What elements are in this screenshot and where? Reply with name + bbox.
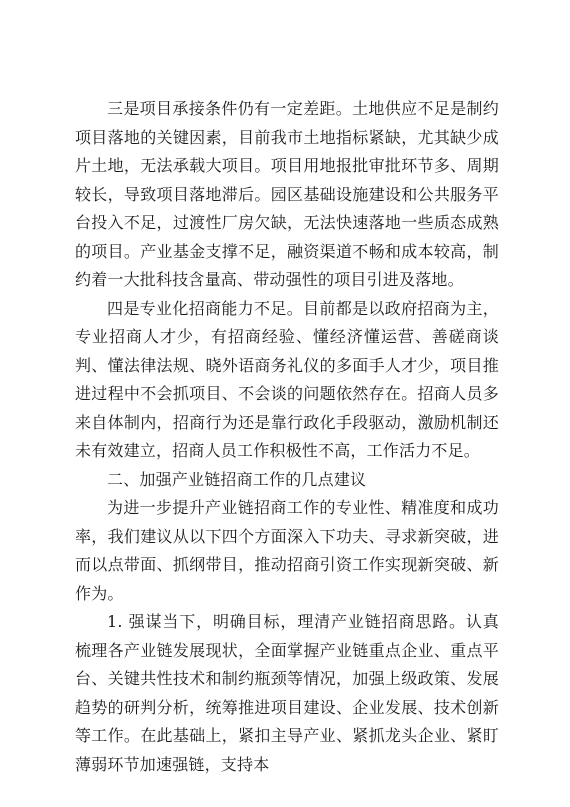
paragraph-investment-capability: 四是专业化招商能力不足。目前都是以政府招商为主，专业招商人才少，有招商经验、懂经济懂运营、善磋商谈判、懂法律法规、晓外语商务礼仪的多面手人才少，项目推进过程中不会抓项目、不会谈的问题依然存在。招商人员多来自体制内，招商行为还是靠行政化手段驱动，激励机制还未有效建立，招商人员工作积极性不高，工作活力不足。 <box>75 298 499 460</box>
document-body <box>75 95 499 779</box>
paragraph-project-conditions: 三是项目承接条件仍有一定差距。土地供应不足是制约项目落地的关键因素，目前我市土地指标紧缺，尤其缺少成片土地，无法承载大项目。项目用地报批审批环节多、周期较长，导致项目落地滞后。园区基础设施建设和公共服务平台投入不足，过渡性厂房欠缺，无法快速落地一些质态成熟的项目。产业基金支撑不足，融资渠道不畅和成本较高，制约着一大批科技含量高、带动强性的项目引进及落地。 <box>75 99 499 289</box>
paragraph-suggestions-intro: 为进一步提升产业链招商工作的专业性、精准度和成功率，我们建议从以下四个方面深入下功夫、寻求新突破，进而以点带面、抓纲带目，推动招商引资工作实现新突破、新作为。 <box>75 498 499 603</box>
section-heading-suggestions: 二、加强产业链招商工作的几点建议 <box>107 469 367 489</box>
paragraph-suggestion-1: 1. 强谋当下，明确目标，理清产业链招商思路。认真梳理各产业链发展现状，全面掌握产业链重点企业、重点平台、关键共性技术和制约瓶颈等情况，加强上级政策、发展趋势的研判分析，统筹推进项目建设、企业发展、技术创新等工作。在此基础上，紧扣主导产业、紧抓龙头企业、紧盯薄弱环节加速强链，支持本 <box>75 612 499 774</box>
